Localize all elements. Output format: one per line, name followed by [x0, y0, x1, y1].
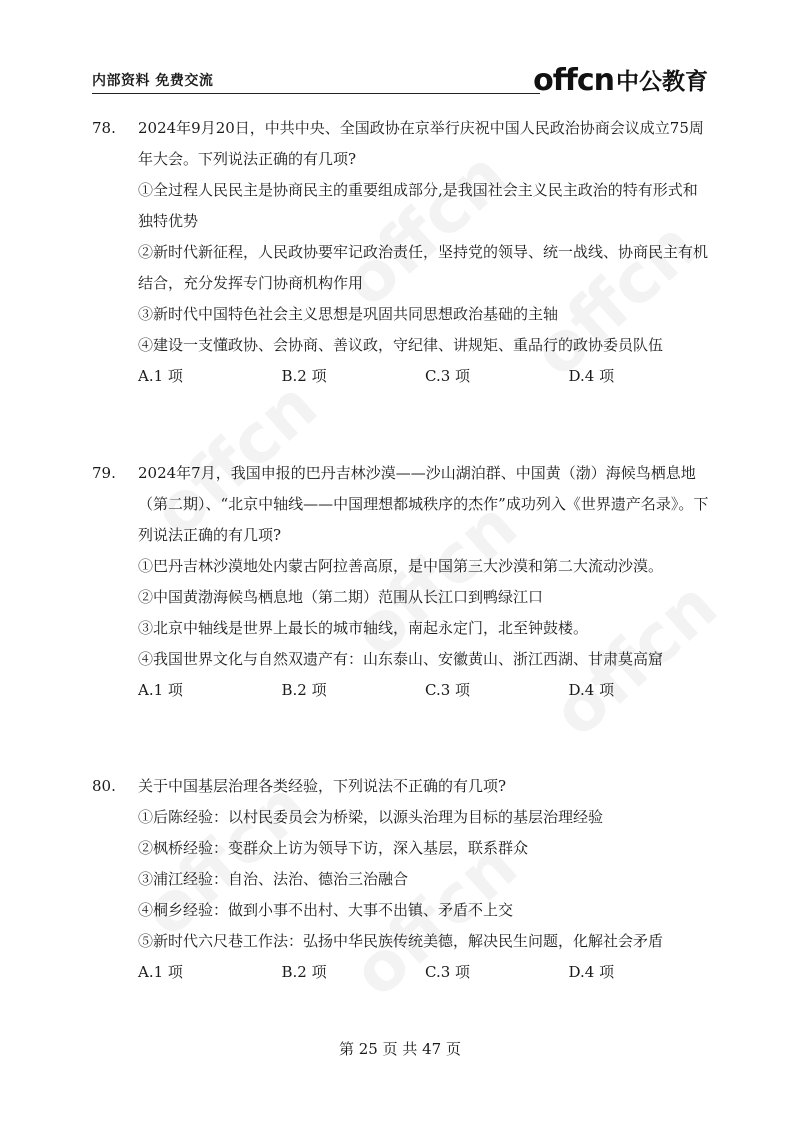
- statement-3: ③新时代中国特色社会主义思想是巩固共同思想政治基础的主轴: [138, 305, 559, 323]
- question-number: 79.: [92, 464, 116, 482]
- choice-b: B.2 项: [281, 367, 327, 385]
- answer-choices: [92, 361, 712, 392]
- statement-4: ④建设一支懂政协、会协商、善议政，守纪律、讲规矩、重品行的政协委员队伍: [138, 336, 664, 354]
- statement-3: ③浦江经验：自治、法治、德治三治融合: [138, 870, 409, 888]
- choice-a: A.1 项: [138, 963, 183, 981]
- statement-4: ④我国世界文化与自然双遗产有：山东泰山、安徽黄山、浙江西湖、甘肃莫高窟: [138, 650, 664, 668]
- page-header: [92, 52, 708, 96]
- logo-chinese-text: 中公教育: [616, 69, 708, 95]
- question-stem: [92, 113, 712, 175]
- choice-b: B.2 项: [281, 681, 327, 699]
- question-stem: [92, 458, 712, 551]
- statement-4: ④桐乡经验：做到小事不出村、大事不出镇、矛盾不上交: [138, 901, 514, 919]
- logo-latin-text: offcn: [533, 63, 614, 98]
- choice-d: D.4 项: [568, 681, 615, 699]
- statement-1: ①全过程人民民主是协商民主的重要组成部分,是我国社会主义民主政治的特有形式和独特优势: [138, 181, 698, 230]
- choice-d: D.4 项: [568, 963, 615, 981]
- answer-choices: [92, 675, 712, 706]
- page-number: 第 25 页 共 47 页: [338, 1040, 461, 1058]
- offcn-logo: [533, 56, 708, 96]
- question-stem: [92, 771, 712, 802]
- choice-a: A.1 项: [138, 367, 183, 385]
- statement-2: ②枫桥经验：变群众上访为领导下访，深入基层，联系群众: [138, 839, 529, 857]
- statement-3: ③北京中轴线是世界上最长的城市轴线，南起永定门，北至钟鼓楼。: [138, 619, 589, 637]
- question-number: 80.: [92, 777, 116, 795]
- choice-b: B.2 项: [281, 963, 327, 981]
- choice-c: C.3 项: [425, 367, 471, 385]
- statement-2: ②新时代新征程，人民政协要牢记政治责任，坚持党的领导、统一战线、协商民主有机结合，充分发挥专门协商机构作用: [138, 243, 709, 292]
- statement-5: ⑤新时代六尺巷工作法：弘扬中华民族传统美德，解决民生问题，化解社会矛盾: [138, 932, 664, 950]
- question-78: [92, 113, 712, 392]
- statement-1: ①后陈经验：以村民委员会为桥梁，以源头治理为目标的基层治理经验: [138, 808, 604, 826]
- question-79: [92, 458, 712, 706]
- question-80: [92, 771, 712, 988]
- choice-c: C.3 项: [425, 681, 471, 699]
- statement-2: ②中国黄渤海候鸟栖息地（第二期）范围从长江口到鸭绿江口: [138, 588, 544, 606]
- question-text: 关于中国基层治理各类经验，下列说法不正确的有几项?: [138, 777, 507, 795]
- header-label: 内部资料 免费交流: [92, 73, 214, 89]
- question-text: 2024年9月20日，中共中央、全国政协在京举行庆祝中国人民政治协商会议成立75周年大会。下列说法正确的有几项?: [138, 119, 704, 168]
- choice-a: A.1 项: [138, 681, 183, 699]
- choice-d: D.4 项: [568, 367, 615, 385]
- choice-c: C.3 项: [425, 963, 471, 981]
- question-number: 78.: [92, 119, 116, 137]
- answer-choices: [92, 957, 712, 988]
- question-text: 2024年7月，我国申报的巴丹吉林沙漠——沙山湖泊群、中国黄（渤）海候鸟栖息地（第二期）、“北京中轴线——中国理想都城秩序的杰作”成功列入《世界遗产名录》。下列说法正确的有几项?: [138, 464, 709, 544]
- header-rule: [92, 93, 540, 94]
- statement-1: ①巴丹吉林沙漠地处内蒙古阿拉善高原，是中国第三大沙漠和第二大流动沙漠。: [138, 557, 664, 575]
